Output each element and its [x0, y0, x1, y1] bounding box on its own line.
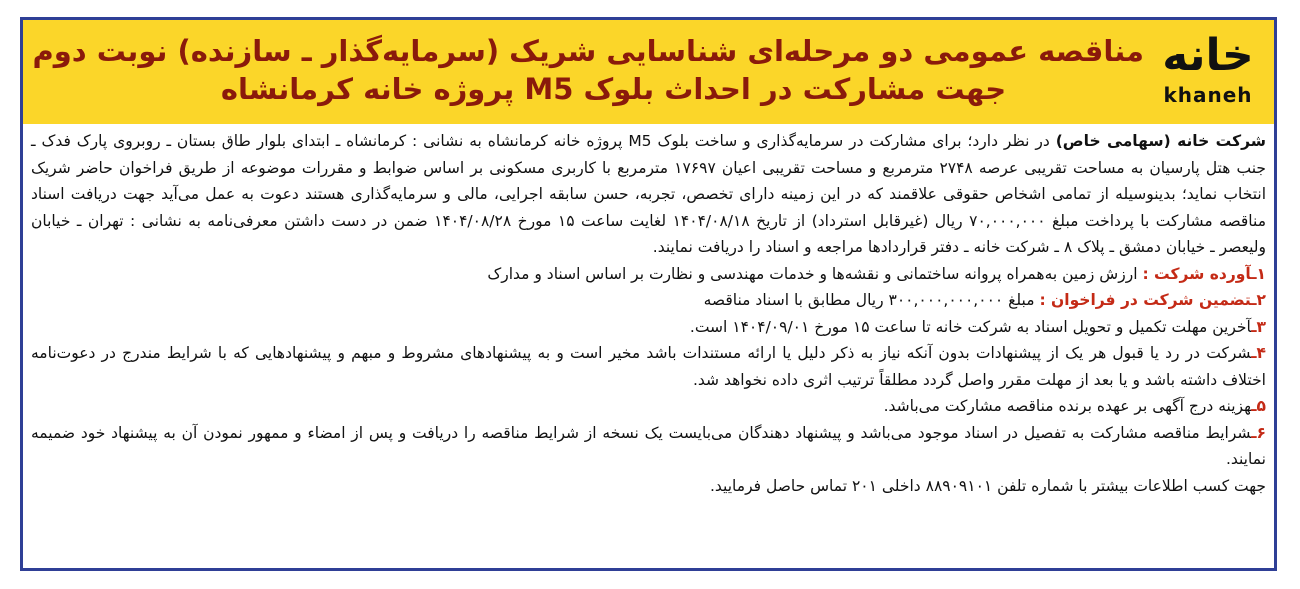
- notice-body: [31, 128, 1266, 499]
- list-item-5: [31, 393, 1266, 420]
- item-number: ۶ـ: [1251, 423, 1266, 442]
- item-number: ۱ـ: [1251, 264, 1266, 283]
- title-banner: [23, 20, 1274, 124]
- logo-latin: khaneh: [1163, 83, 1253, 107]
- item-text: هزینه درج آگهی بر عهده برنده مناقصه مشارکت می‌باشد.: [883, 397, 1252, 415]
- item-number: ۴ـ: [1251, 344, 1266, 362]
- list-item-2: [31, 287, 1266, 314]
- notice-title: [32, 32, 1144, 108]
- list-item-4: [31, 340, 1266, 393]
- item-number: ۲ـ: [1251, 291, 1266, 309]
- item-text: ارزش زمین به‌همراه پروانه ساختمانی و نقشه‌ها و خدمات مهندسی و نظارت بر اساس اسناد و مدارک: [487, 264, 1143, 283]
- item-text: شرایط مناقصه مشارکت به تفصیل در اسناد موجود می‌باشد و پیشنهاد دهندگان می‌بایست یک نسخه از شرایط مناقصه را دریافت و پس از امضاء و ممهور نمودن آن به پیشنهاد خود ضمیمه نمایند.: [31, 423, 1266, 468]
- title-line-2: جهت مشارکت در احداث بلوک M5 پروژه خانه کرمانشاه: [220, 72, 1007, 106]
- list-item-3: [31, 314, 1266, 341]
- item-text: آخرین مهلت تکمیل و تحویل اسناد به شرکت خانه تا ساعت ۱۵ مورخ ۱۴۰۴/۰۹/۰۱ است.: [689, 317, 1252, 336]
- tender-notice: [20, 17, 1277, 571]
- list-item-1: [31, 261, 1266, 288]
- item-number: ۳ـ: [1251, 317, 1266, 336]
- list-item-6: [31, 420, 1266, 473]
- intro-text: در نظر دارد؛ برای مشارکت در سرمایه‌گذاری و ساخت بلوک M5 پروژه خانه کرمانشاه به نشانی : کرمانشاه ـ ابتدای بلوار طاق بستان ـ روبروی پارک فدک ـ جنب هتل پارسیان به مساحت تقریبی عرصه ۲۷۴۸ مترمربع و مساحت تقریبی اعیان ۱۷۶۹۷ مترمربع با کاربری مسکونی بر اساس ضوابط و مقررات موضوعه از طریق فراخوان حاضر شریک انتخاب نماید؛ بدینوسیله از تمامی اشخاص حقوقی علاقمند که در این زمینه دارای تخصص، تجربه، حسن سابقه اجرایی، مالی و سرمایه‌گذاری هستند دعوت به عمل می‌آید جهت دریافت اسناد مناقصه مشارکت با پرداخت مبلغ ۷۰,۰۰۰,۰۰۰ ریال (غیرقابل استرداد) از تاریخ ۱۴۰۴/۰۸/۱۸ لغایت ساعت ۱۵ مورخ ۱۴۰۴/۰۸/۲۸ ضمن در دست داشتن معرفی‌نامه به نشانی : تهران ـ خیابان ولیعصر ـ خیابان دمشق ـ پلاک ۸ ـ شرکت خانه ـ دفتر قراردادها مراجعه و اسناد را دریافت نمایند.: [31, 132, 1266, 256]
- intro-paragraph: [31, 128, 1266, 261]
- company-name: شرکت خانه (سهامی خاص): [1055, 132, 1266, 150]
- item-text: شرکت در رد یا قبول هر یک از پیشنهادات بدون آنکه نیاز به ذکر دلیل یا ارائه مستندات باشد مخیر است و به پیشنهادهای مشروط و مبهم و پیشنهادهایی که با شرایط مندرج در دعوت‌نامه اختلاف داشته باشد و یا بعد از مهلت مقرر واصل گردد مطلقاً ترتیب اثری داده نخواهد شد.: [31, 344, 1266, 389]
- contact-line: جهت کسب اطلاعات بیشتر با شماره تلفن ۸۸۹۰۹۱۰۱ داخلی ۲۰۱ تماس حاصل فرمایید.: [709, 476, 1266, 495]
- item-label: تضمین شرکت در فراخوان :: [1039, 291, 1252, 309]
- khaneh-logo: [1154, 28, 1262, 118]
- title-line-1: مناقصه عمومی دو مرحله‌ای شناسایی شریک (سرمایه‌گذار ـ سازنده) نوبت دوم: [32, 34, 1144, 68]
- item-label: آورده شرکت :: [1142, 264, 1252, 283]
- item-text: مبلغ ۳۰۰,۰۰۰,۰۰۰,۰۰۰ ریال مطابق با اسناد مناقصه: [703, 291, 1040, 309]
- item-number: ۵ـ: [1251, 397, 1266, 415]
- logo-mark: خانه: [1162, 30, 1254, 81]
